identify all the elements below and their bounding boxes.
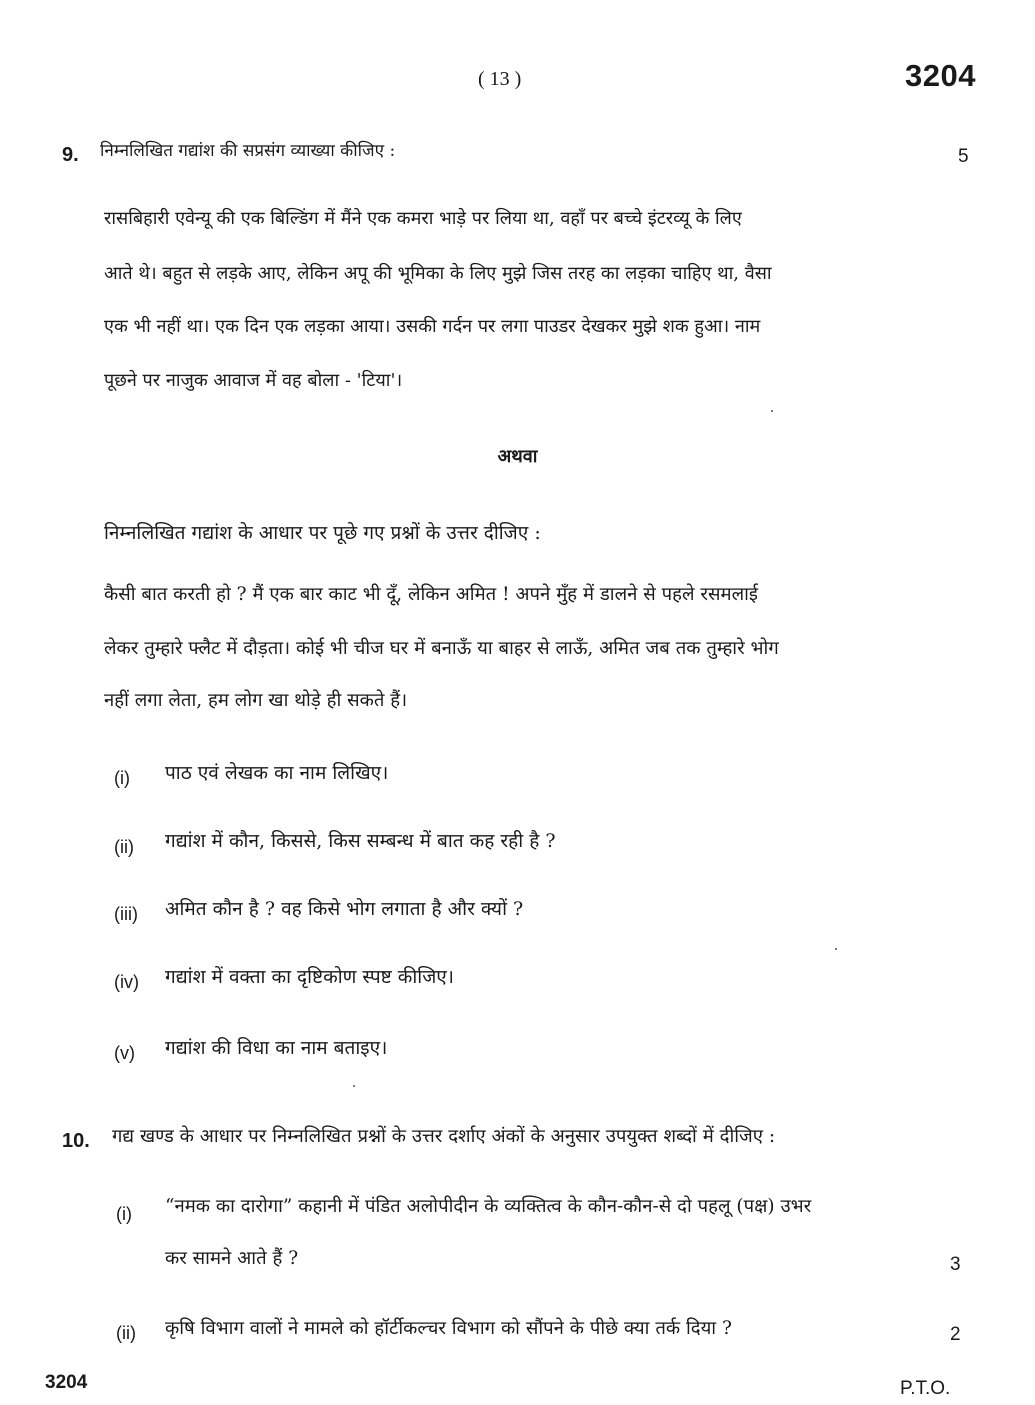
paper-code-footer: 3204: [45, 1372, 88, 1393]
passage-line-4: पूछने पर नाजुक आवाज में वह बोला - 'टिया'।: [104, 370, 403, 391]
question-10-instruction: गद्य खण्ड के आधार पर निम्नलिखित प्रश्नों के उत्तर दर्शाए अंकों के अनुसार उपयुक्त शब्दों में दीजिए :: [112, 1126, 776, 1147]
scan-speck: [835, 948, 837, 950]
scan-speck: [353, 1085, 355, 1087]
subq-text: अमित कौन है ? वह किसे भोग लगाता है और क्यों ?: [165, 898, 524, 920]
subq-marks: 3: [950, 1254, 961, 1275]
question-10-number: 10.: [62, 1130, 90, 1152]
question-9-instruction: निम्नलिखित गद्यांश की सप्रसंग व्याख्या कीजिए :: [100, 141, 396, 161]
paper-code-header: 3204: [905, 58, 976, 93]
subq-text: गद्यांश में कौन, किससे, किस सम्बन्ध में बात कह रही है ?: [165, 830, 556, 852]
subq-text: गद्यांश में वक्ता का दृष्टिकोण स्पष्ट कीजिए।: [165, 966, 454, 988]
question-9-marks: 5: [958, 146, 969, 167]
subq-marks: 2: [950, 1324, 961, 1345]
passage-line-2: आते थे। बहुत से लड़के आए, लेकिन अपू की भूमिका के लिए मुझे जिस तरह का लड़का चाहिए था, वैसा: [104, 263, 772, 284]
alt-passage-line-3: नहीं लगा लेता, हम लोग खा थोड़े ही सकते हैं।: [104, 690, 408, 711]
subq-num: (ii): [114, 837, 134, 857]
subq-num: (v): [114, 1043, 135, 1063]
question-9-number: 9.: [62, 144, 79, 166]
scan-speck: [771, 410, 773, 412]
subq-text: गद्यांश की विधा का नाम बताइए।: [165, 1037, 388, 1059]
or-label: अथवा: [497, 446, 538, 467]
subq-num: (ii): [116, 1323, 136, 1343]
subq-text: पाठ एवं लेखक का नाम लिखिए।: [165, 762, 389, 784]
alt-instruction: निम्नलिखित गद्यांश के आधार पर पूछे गए प्रश्नों के उत्तर दीजिए :: [104, 522, 541, 544]
subq-num: (iii): [114, 904, 138, 924]
subq-text: “नमक का दारोगा” कहानी में पंडित अलोपीदीन के व्यक्तित्व के कौन-कौन-से दो पहलू (पक्ष) उभर: [165, 1196, 812, 1217]
subq-num: (iv): [114, 972, 139, 992]
subq-text: कृषि विभाग वालों ने मामले को हॉर्टीकल्चर विभाग को सौंपने के पीछे क्या तर्क दिया ?: [165, 1318, 732, 1339]
pto-label: P.T.O.: [900, 1378, 951, 1399]
subq-text-cont: कर सामने आते हैं ?: [165, 1248, 299, 1269]
passage-line-3: एक भी नहीं था। एक दिन एक लड़का आया। उसकी गर्दन पर लगा पाउडर देखकर मुझे शक हुआ। नाम: [104, 316, 761, 337]
subq-num: (i): [114, 768, 130, 788]
page-number: ( 13 ): [478, 68, 522, 90]
alt-passage-line-2: लेकर तुम्हारे फ्लैट में दौड़ता। कोई भी चीज घर में बनाऊँ या बाहर से लाऊँ, अमित जब तक तुम्हारे भोग: [104, 638, 779, 659]
alt-passage-line-1: कैसी बात करती हो ? मैं एक बार काट भी दूँ, लेकिन अमित ! अपने मुँह में डालने से पहले रसमलाई: [104, 584, 758, 605]
subq-num: (i): [116, 1204, 132, 1224]
passage-line-1: रासबिहारी एवेन्यू की एक बिल्डिंग में मैंने एक कमरा भाड़े पर लिया था, वहाँ पर बच्चे इंटरव्यू के लिए: [104, 208, 742, 229]
